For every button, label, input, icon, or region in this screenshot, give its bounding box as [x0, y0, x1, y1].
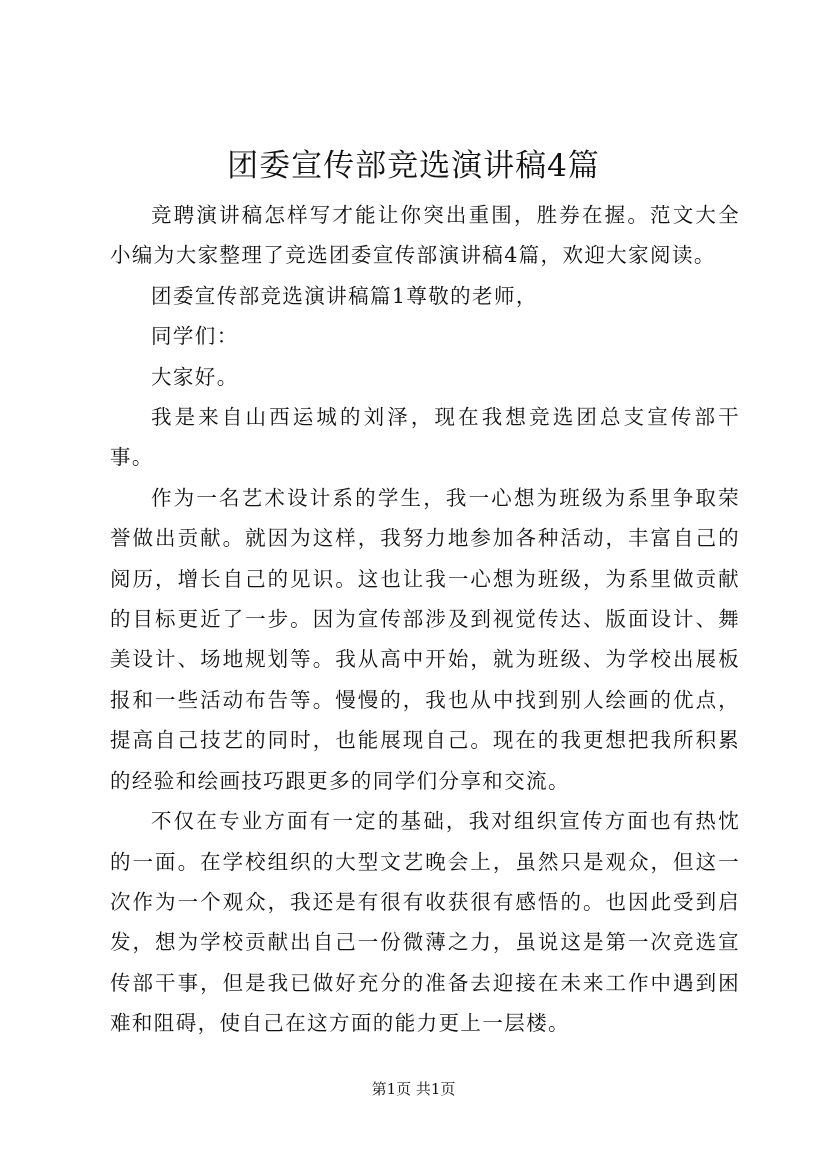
paragraph-greeting: 大家好。	[151, 364, 239, 389]
paragraph-enthusiasm: 不仅在专业方面有一定的基础，我对组织宣传方面也有热忱的一面。在学校组织的大型文艺晚会上，虽然只是观众，但这一次作为一个观众，我还是有很有收获很有感悟的。也因此受到启发，想为学校贡献出自己一份微薄之力，虽说这是第一次竞选宣传部干事，但是我已做好充分的准备去迎接在未来工作中遇到困难和阻碍，使自己在这方面的能力更上一层楼。	[110, 809, 740, 1036]
paragraph-intro: 竞聘演讲稿怎样写才能让你突出重围，胜券在握。范文大全小编为大家整理了竞选团委宣传部演讲稿4篇，欢迎大家阅读。	[110, 203, 740, 268]
page-footer: 第1页 共1页	[371, 1080, 456, 1098]
paragraph-art-design: 作为一名艺术设计系的学生，我一心想为班级为系里争取荣誉做出贡献。就因为这样，我努力地参加各种活动，丰富自己的阅历，增长自己的见识。这也让我一心想为班级，为系里做贡献的目标更近了一步。因为宣传部涉及到视觉传达、版面设计、舞美设计、场地规划等。我从高中开始，就为班级、为学校出展板报和一些活动布告等。慢慢的，我也从中找到别人绘画的优点，提高自己技艺的同时，也能展现自己。现在的我更想把我所积累的经验和绘画技巧跟更多的同学们分享和交流。	[110, 485, 740, 793]
paragraph-heading-salutation: 团委宣传部竞选演讲稿篇1尊敬的老师，	[151, 283, 538, 308]
document-title: 团委宣传部竞选演讲稿4篇	[227, 148, 600, 184]
document-body	[110, 195, 740, 1044]
paragraph-self-intro: 我是来自山西运城的刘泽，现在我想竞选团总支宣传部干事。	[110, 405, 740, 470]
paragraph-classmates: 同学们：	[151, 324, 239, 349]
